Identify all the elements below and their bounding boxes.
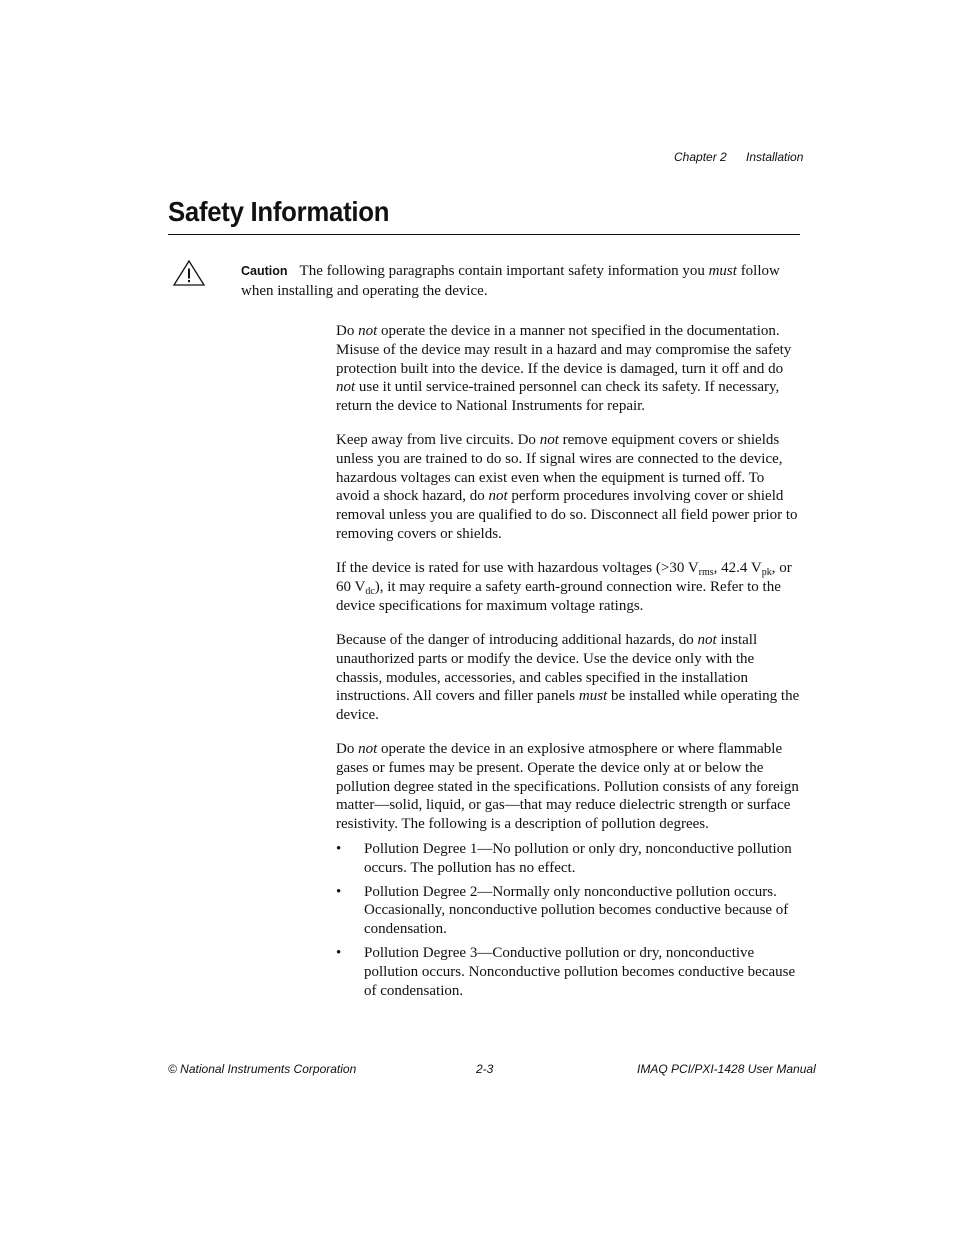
running-header-chapter: Chapter 2 bbox=[674, 150, 727, 164]
text-run: use it until service-trained personnel can check its safety. If necessary, return the device to National Instruments for repair. bbox=[336, 379, 780, 415]
text-run: be installed while operating the device. bbox=[336, 688, 800, 724]
running-header-section: Installation bbox=[746, 150, 804, 164]
text-run: Keep away from live circuits. Do bbox=[336, 432, 540, 448]
caution-text-1: The following paragraphs contain important safety information you bbox=[299, 263, 709, 279]
caution-emphasis: must bbox=[708, 263, 737, 279]
emphasis: must bbox=[578, 688, 608, 705]
footer-page-number: 2-3 bbox=[476, 1062, 494, 1076]
text-run: Because of the danger of introducing additional hazards, do bbox=[336, 632, 698, 648]
paragraph-explosive-atmosphere bbox=[336, 740, 800, 834]
paragraph-live-circuits bbox=[336, 431, 800, 544]
text-run: Do bbox=[336, 741, 359, 757]
page-title: Safety Information bbox=[168, 196, 390, 227]
bullet-icon: • bbox=[336, 841, 342, 857]
text-run: operate the device in a manner not specified in the documentation. Misuse of the device may result in a hazard and may compromise the safety protection built into the device. If the device is damaged, turn it off and do bbox=[336, 323, 792, 377]
list-item bbox=[336, 944, 802, 1000]
bullet-icon: • bbox=[336, 883, 342, 900]
subscript: rms bbox=[698, 567, 714, 578]
emphasis: not bbox=[358, 741, 378, 757]
text-run: , or 60 V bbox=[336, 560, 792, 595]
paragraph-hazardous-voltages bbox=[336, 559, 800, 615]
pollution-degree-list bbox=[336, 840, 802, 1005]
text-run: If the device is rated for use with hazardous voltages (>30 V bbox=[336, 560, 699, 576]
list-item-text: Pollution Degree 3—Conductive pollution or dry, nonconductive pollution occurs. Nonconductive pollution becomes conductive because of condensation. bbox=[364, 944, 796, 999]
title-rule bbox=[168, 234, 800, 235]
footer-copyright: © National Instruments Corporation bbox=[168, 1062, 357, 1076]
paragraph-unauthorized-parts bbox=[336, 631, 800, 725]
caution-note bbox=[241, 262, 801, 301]
subscript: dc bbox=[365, 585, 375, 597]
caution-label: Caution bbox=[241, 264, 288, 278]
footer-manual-title: IMAQ PCI/PXI-1428 User Manual bbox=[637, 1062, 816, 1076]
text-run: remove equipment covers or shields unless you are trained to do so. If signal wires are connected to the device, hazardous voltages can exist even when the equipment is turned off. To avoid a shock hazard, do bbox=[336, 432, 783, 505]
text-run: perform procedures involving cover or shield removal unless you are qualified to do so. Disconnect all field power prior to removing covers or shields. bbox=[336, 488, 798, 542]
emphasis: not bbox=[358, 323, 378, 339]
text-run: ), it may require a safety earth-ground connection wire. Refer to the device specifications for maximum voltage ratings. bbox=[336, 578, 781, 614]
list-item-text: Pollution Degree 2—Normally only nonconductive pollution occurs. Occasionally, nonconductive pollution becomes conductive because of condensation. bbox=[364, 883, 789, 938]
text-run: Do bbox=[336, 323, 359, 339]
subscript: pk bbox=[761, 567, 772, 578]
text-run: install unauthorized parts or modify the device. Use the device only with the chassis, modules, accessories, and cables specified in the installation instructions. All covers and filler panels bbox=[336, 632, 758, 705]
bullet-icon: • bbox=[336, 944, 342, 961]
list-item bbox=[336, 840, 802, 878]
list-item-text: Pollution Degree 1—No pollution or only dry, nonconductive pollution occurs. The pollution has no effect. bbox=[364, 841, 792, 876]
caution-text-2: follow when installing and operating the device. bbox=[241, 263, 780, 299]
list-item bbox=[336, 883, 802, 939]
emphasis: not bbox=[336, 379, 356, 396]
emphasis: not bbox=[488, 488, 508, 505]
emphasis: not bbox=[697, 632, 717, 648]
emphasis: not bbox=[539, 432, 559, 448]
warning-triangle-icon bbox=[172, 259, 206, 287]
paragraph-operation bbox=[336, 322, 800, 416]
text-run: operate the device in an explosive atmosphere or where flammable gases or fumes may be present. Operate the device only at or below the pollution degree stated in the specifications. Pollution consists of any foreign matter—solid, liquid, or gas—that may reduce dielectric strength or surface resistivity. The following is a description of pollution degrees. bbox=[336, 741, 799, 833]
text-run: , 42.4 V bbox=[713, 560, 762, 576]
